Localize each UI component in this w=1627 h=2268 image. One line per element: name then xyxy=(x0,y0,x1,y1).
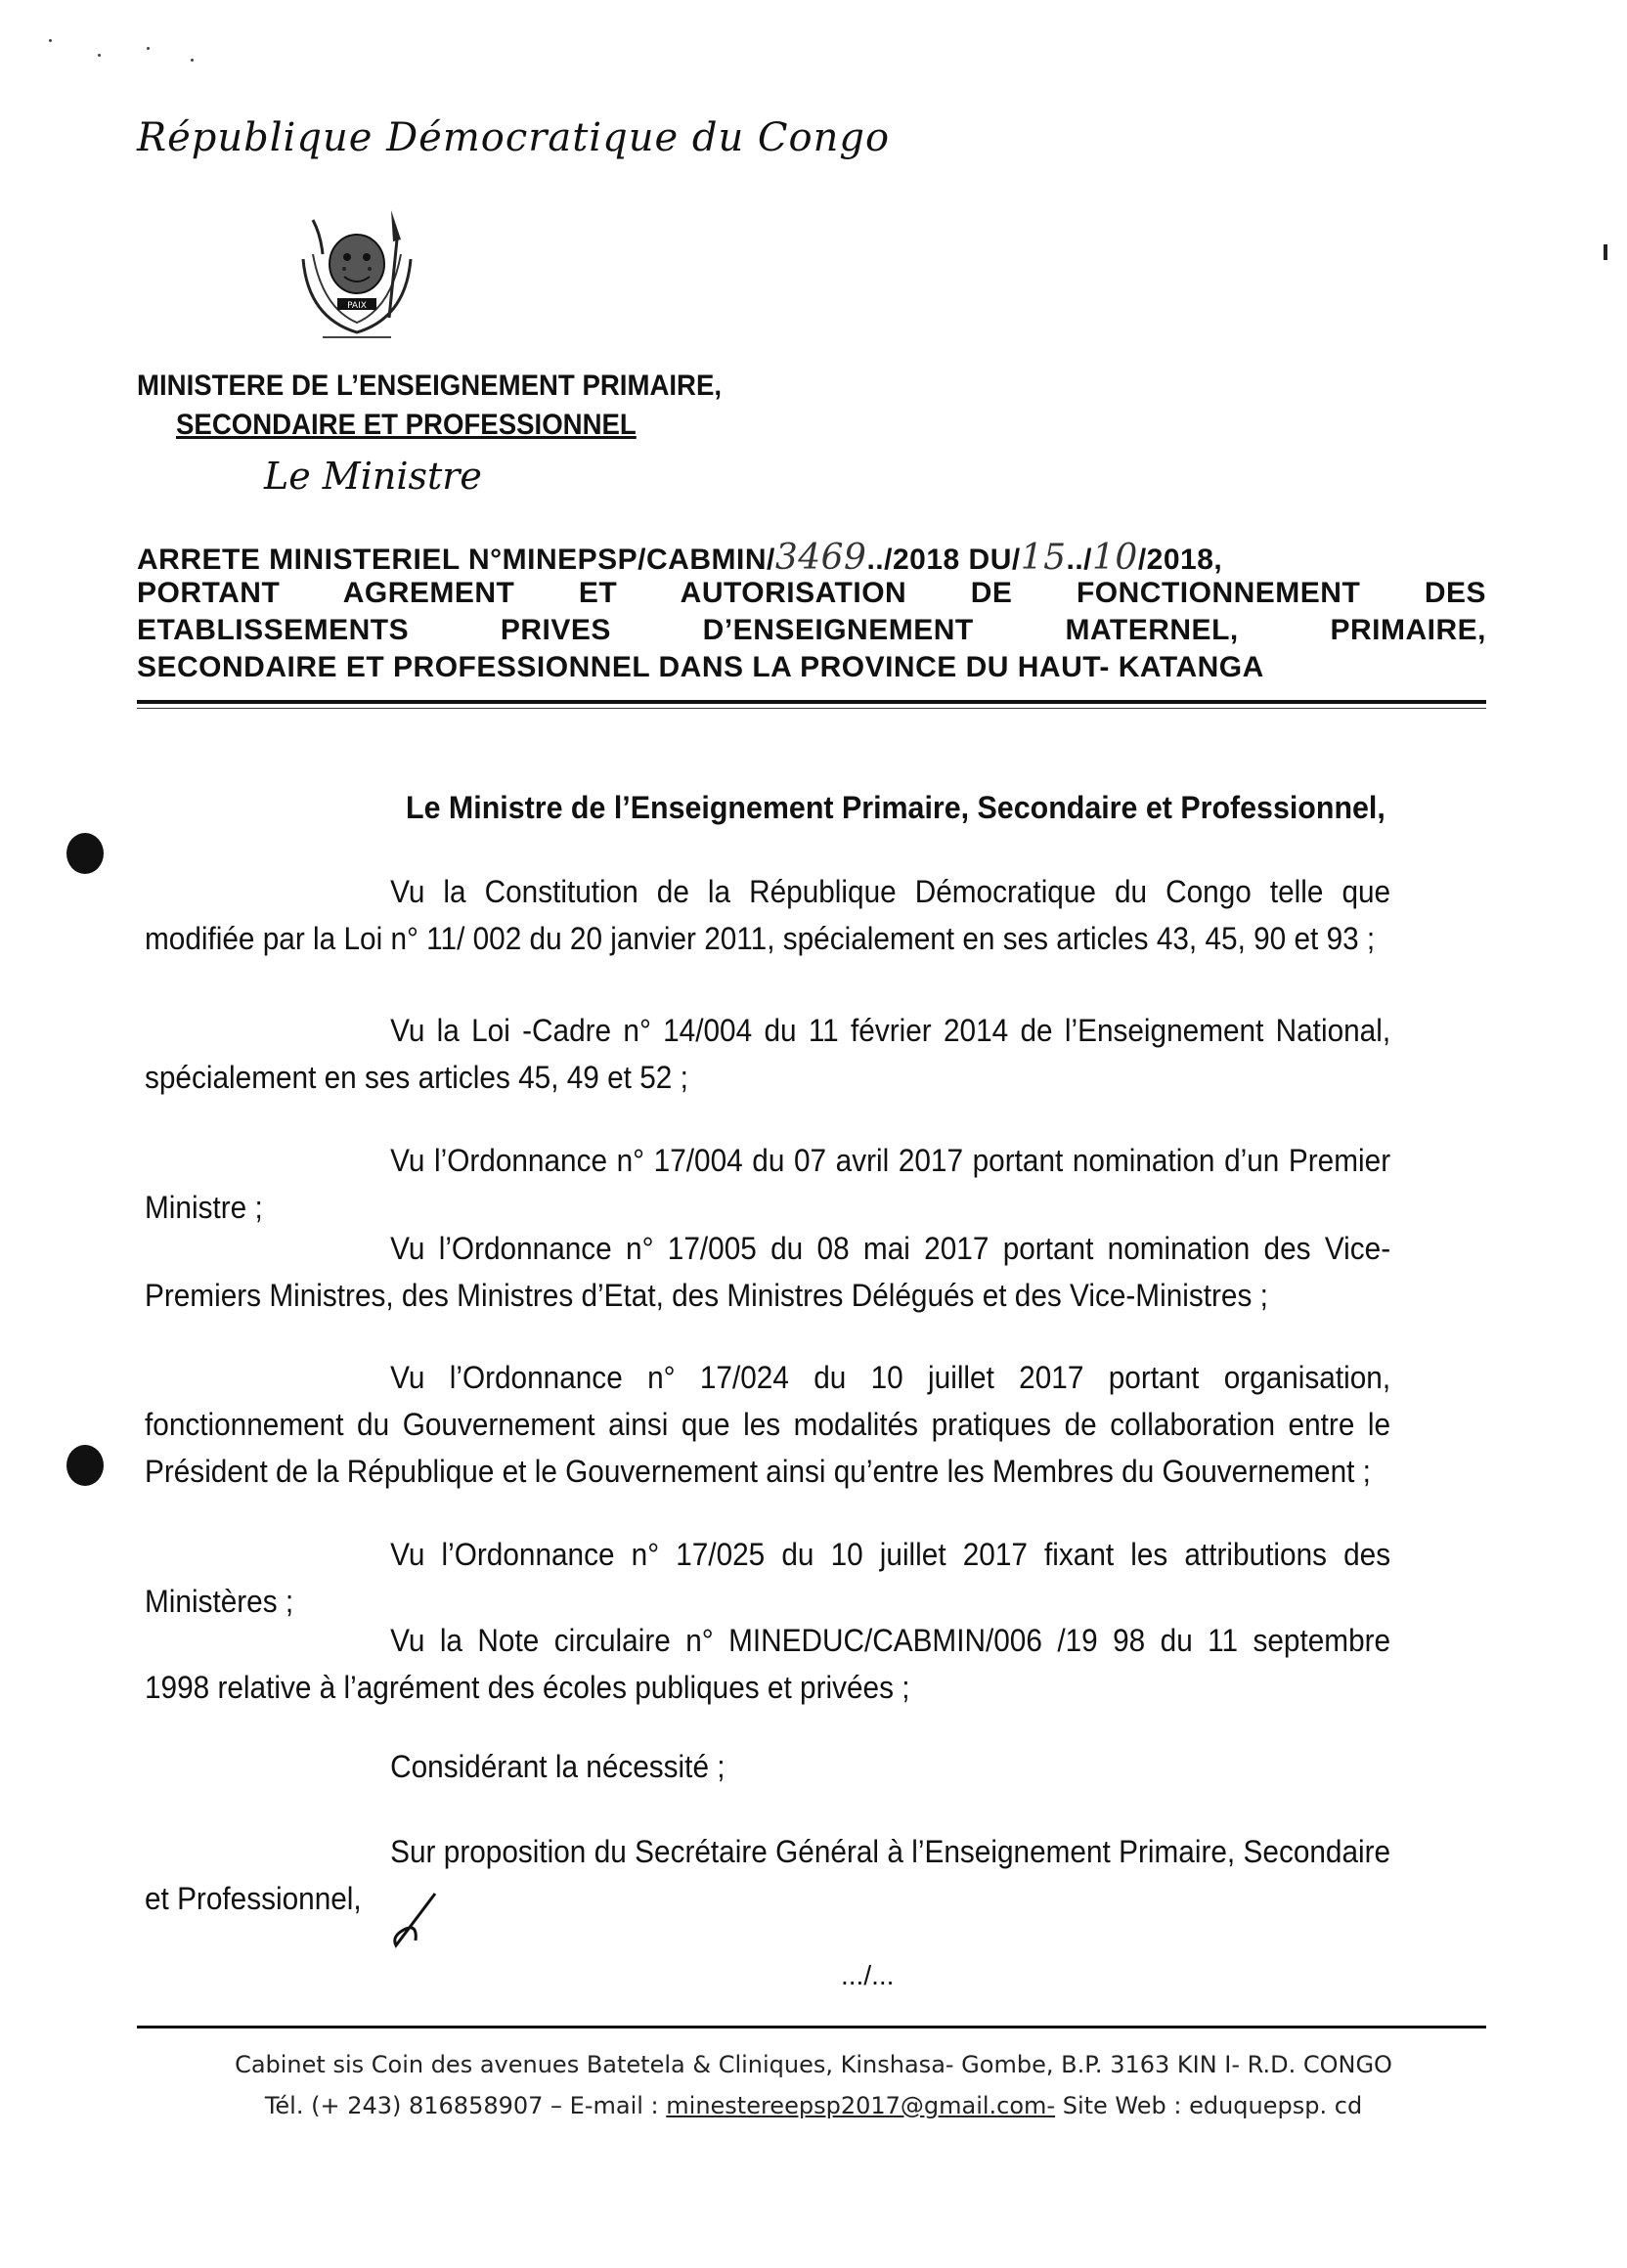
le-ministre-signature-title: Le Ministre xyxy=(264,455,482,498)
decree-title-line-4: SECONDAIRE ET PROFESSIONNEL DANS LA PROVINCE DU HAUT- KATANGA xyxy=(137,651,1264,683)
paragraph-ordonnance-17-005: Vu l’Ordonnance n° 17/005 du 08 mai 2017 portant nomination des Vice-Premiers Ministres, des Ministres d’Etat, des Ministres Délégués et des Vice-Ministres ; xyxy=(145,1231,1391,1313)
ministry-line-2: SECONDAIRE ET PROFESSIONNEL xyxy=(176,409,637,441)
ministry-line-1: MINISTERE DE L’ENSEIGNEMENT PRIMAIRE, xyxy=(137,370,723,402)
handwritten-month: 10 xyxy=(1092,538,1138,578)
paragraph-considerant: Considérant la nécessité ; xyxy=(390,1749,726,1784)
paragraph-ordonnance-17-024: Vu l’Ordonnance n° 17/024 du 10 juillet 2017 portant organisation, fonctionnement du Gouvernement ainsi que les modalités pratiques de collaboration entre le Président de la République et le Gouvernement ainsi qu’entre les Membres du Gouvernement ; xyxy=(145,1360,1391,1489)
paragraph-proposition: Sur proposition du Secrétaire Général à l’Enseignement Primaire, Secondaire et Professionnel, xyxy=(145,1834,1391,1916)
republic-heading: République Démocratique du Congo xyxy=(137,115,891,160)
decree-title-line-1: ARRETE MINISTERIEL N°MINEPSP/CABMIN/3469../2018 DU/15../10/2018, xyxy=(137,538,1223,578)
scan-speck xyxy=(49,39,52,42)
paragraph-loi-cadre: Vu la Loi -Cadre n° 14/004 du 11 février 2014 de l’Enseignement National, spécialement en ses articles 45, 49 et 52 ; xyxy=(145,1013,1391,1095)
decree-title-line-2: PORTANT AGREMENT ET AUTORISATION DE FONCTIONNEMENT DES xyxy=(137,577,1486,609)
punch-hole xyxy=(66,1445,104,1486)
punch-hole xyxy=(66,833,104,874)
title-underline xyxy=(137,700,1486,704)
footer-email-link[interactable]: minestereepsp2017@gmail.com- xyxy=(666,2092,1056,2119)
footer-rule xyxy=(137,2026,1486,2028)
svg-text:PAIX: PAIX xyxy=(347,301,367,311)
title-underline-thin xyxy=(137,708,1486,709)
paragraph-ordonnance-17-004: Vu l’Ordonnance n° 17/004 du 07 avril 2017 portant nomination d’un Premier Ministre ; xyxy=(145,1143,1391,1225)
handwritten-decree-number: 3469 xyxy=(774,538,867,578)
minister-heading: Le Ministre de l’Enseignement Primaire, Secondaire et Professionnel, xyxy=(406,790,1385,825)
initial-signature-icon xyxy=(386,1892,445,1950)
continued-marker: .../... xyxy=(841,1960,895,1990)
handwritten-day: 15 xyxy=(1020,538,1067,578)
scan-speck xyxy=(147,47,150,50)
footer-contact: Tél. (+ 243) 816858907 – E-mail : minestereepsp2017@gmail.com- Site Web : eduquepsp. cd xyxy=(264,2092,1363,2119)
scan-speck xyxy=(98,54,101,57)
scan-speck xyxy=(191,59,194,62)
paragraph-ordonnance-17-025: Vu l’Ordonnance n° 17/025 du 10 juillet 2017 fixant les attributions des Ministères ; xyxy=(145,1537,1391,1619)
coat-of-arms-icon xyxy=(284,200,430,347)
paragraph-constitution: Vu la Constitution de la République Démocratique du Congo telle que modifiée par la Loi n° 11/ 002 du 20 janvier 2011, spécialement en ses articles 43, 45, 90 et 93 ; xyxy=(145,874,1391,956)
decree-title-line-3: ETABLISSEMENTS PRIVES D’ENSEIGNEMENT MATERNEL, PRIMAIRE, xyxy=(137,614,1486,646)
paragraph-note-circulaire: Vu la Note circulaire n° MINEDUC/CABMIN/006 /19 98 du 11 septembre 1998 relative à l’agrément des écoles publiques et privées ; xyxy=(145,1623,1391,1705)
footer-address: Cabinet sis Coin des avenues Batetela & Cliniques, Kinshasa- Gombe, B.P. 3163 KIN I- R.D. CONGO xyxy=(235,2051,1392,2078)
scan-edge-mark xyxy=(1604,244,1607,260)
